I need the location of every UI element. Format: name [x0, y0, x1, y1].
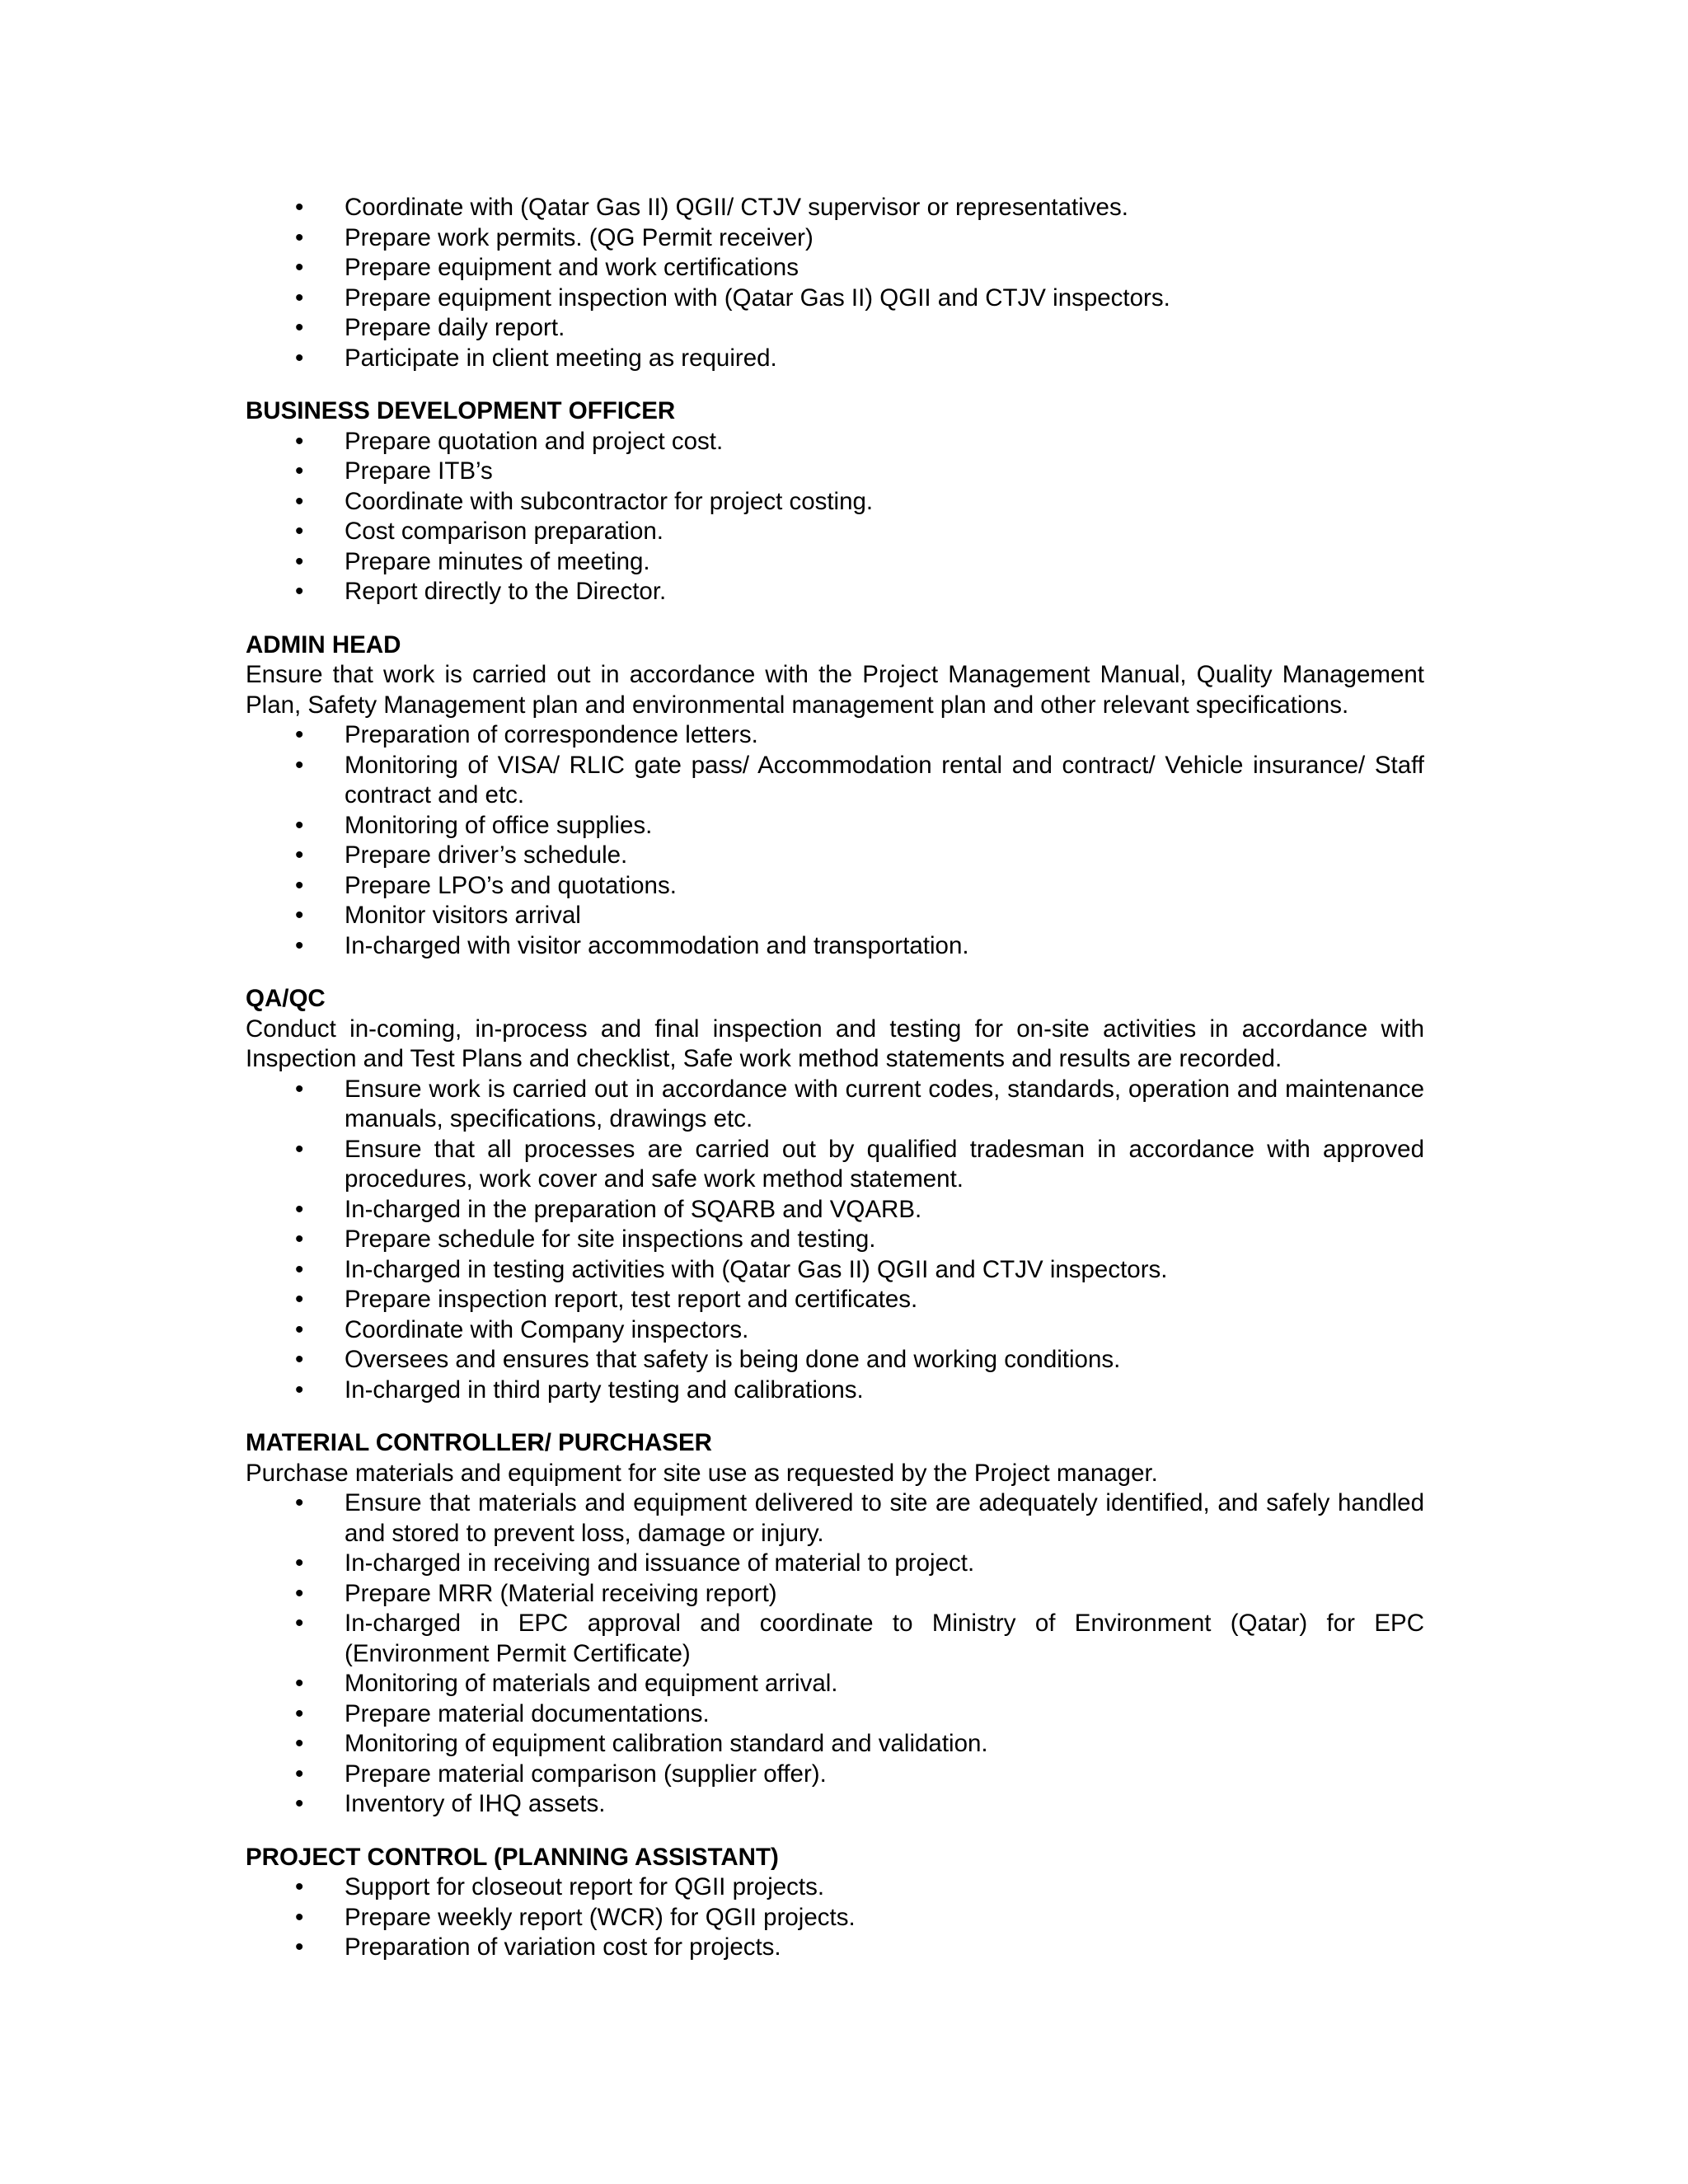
bullet-text: Prepare work permits. (QG Permit receiver)	[345, 223, 814, 251]
bullet-text: Monitoring of equipment calibration standard and validation.	[345, 1730, 988, 1757]
bullet-text: Coordinate with subcontractor for project costing.	[345, 487, 874, 515]
bullet-icon: •	[295, 841, 304, 869]
bullet-text: Prepare equipment and work certifications	[345, 254, 799, 281]
bullet-text: Prepare minutes of meeting.	[345, 547, 650, 575]
bullet-item	[246, 1872, 1424, 1903]
section-heading: QA/QC	[246, 985, 326, 1012]
bullet-text: Ensure that materials and equipment delivered to site are adequately identified, and safely handled and stored to prevent loss, damage or injury.	[345, 1489, 1424, 1547]
section	[246, 1428, 1424, 1820]
bullet-item	[246, 1135, 1424, 1195]
bullet-item	[246, 1549, 1424, 1579]
section-bullet-list	[246, 427, 1424, 607]
section-intro: Ensure that work is carried out in accordance with the Project Management Manual, Quality Management Plan, Safety Management plan and environmental management plan and other relevant specifications.	[246, 661, 1424, 719]
section	[246, 1843, 1424, 1963]
bullet-text: Support for closeout report for QGII projects.	[345, 1873, 825, 1900]
bullet-icon: •	[295, 344, 304, 372]
bullet-item	[246, 1315, 1424, 1346]
bullet-item	[246, 1345, 1424, 1376]
section-bullet-list	[246, 1075, 1424, 1406]
bullet-item	[246, 1903, 1424, 1933]
bullet-icon: •	[295, 254, 304, 281]
bullet-text: In-charged in EPC approval and coordinate to Ministry of Environment (Qatar) for EPC (Environment Permit Certificate)	[345, 1610, 1424, 1667]
bullet-item	[246, 487, 1424, 518]
bullet-text: Monitoring of office supplies.	[345, 811, 653, 839]
bullet-text: In-charged with visitor accommodation and transportation.	[345, 931, 969, 959]
bullet-item	[246, 1579, 1424, 1610]
bullet-icon: •	[295, 1730, 304, 1757]
bullet-icon: •	[295, 1760, 304, 1788]
bullet-icon: •	[295, 1579, 304, 1607]
bullet-item	[246, 1488, 1424, 1549]
bullet-text: In-charged in third party testing and calibrations.	[345, 1376, 864, 1404]
bullet-text: Prepare daily report.	[345, 314, 565, 341]
bullet-icon: •	[295, 223, 304, 251]
bullet-item	[246, 871, 1424, 902]
top-bullet-list	[246, 193, 1424, 373]
bullet-item	[246, 517, 1424, 547]
bullet-item	[246, 1075, 1424, 1135]
bullet-text: In-charged in receiving and issuance of material to project.	[345, 1549, 975, 1577]
bullet-item	[246, 313, 1424, 344]
bullet-item	[246, 1225, 1424, 1255]
bullet-icon: •	[295, 1346, 304, 1373]
bullet-icon: •	[295, 931, 304, 959]
bullet-item	[246, 1729, 1424, 1760]
bullet-item	[246, 193, 1424, 223]
bullet-icon: •	[295, 457, 304, 485]
bullet-text: Oversees and ensures that safety is being done and working conditions.	[345, 1346, 1121, 1373]
bullet-icon: •	[295, 1699, 304, 1727]
bullet-icon: •	[295, 1226, 304, 1253]
bullet-icon: •	[295, 1549, 304, 1577]
section	[246, 984, 1424, 1405]
sections-container	[246, 396, 1424, 1963]
bullet-item	[246, 1285, 1424, 1315]
bullet-icon: •	[295, 871, 304, 899]
bullet-icon: •	[295, 427, 304, 455]
bullet-icon: •	[295, 194, 304, 221]
bullet-item	[246, 457, 1424, 487]
bullet-item	[246, 1669, 1424, 1699]
bullet-icon: •	[295, 1195, 304, 1223]
bullet-item	[246, 577, 1424, 607]
bullet-item	[246, 811, 1424, 841]
bullet-text: Prepare material documentations.	[345, 1699, 710, 1727]
bullet-icon: •	[295, 902, 304, 929]
bullet-item	[246, 751, 1424, 811]
section	[246, 396, 1424, 607]
bullet-text: Ensure that all processes are carried out by qualified tradesman in accordance with approved procedures, work cover and safe work method statement.	[345, 1135, 1424, 1193]
bullet-item	[246, 223, 1424, 254]
bullet-icon: •	[295, 811, 304, 839]
bullet-item	[246, 1933, 1424, 1963]
bullet-text: Prepare weekly report (WCR) for QGII projects.	[345, 1903, 856, 1931]
section-intro: Conduct in-coming, in-process and final inspection and testing for on-site activities in accordance with Inspection and Test Plans and checklist, Safe work method statements and results are recorded.	[246, 1015, 1424, 1072]
section-bullet-list	[246, 1488, 1424, 1820]
bullet-text: Prepare schedule for site inspections and testing.	[345, 1226, 876, 1253]
bullet-text: Prepare LPO’s and quotations.	[345, 871, 677, 899]
bullet-text: Monitor visitors arrival	[345, 902, 581, 929]
bullet-icon: •	[295, 578, 304, 605]
bullet-item	[246, 1195, 1424, 1226]
bullet-text: Ensure work is carried out in accordance with current codes, standards, operation and maintenance manuals, specifications, drawings etc.	[345, 1075, 1424, 1132]
bullet-text: Inventory of IHQ assets.	[345, 1790, 606, 1817]
bullet-text: In-charged in the preparation of SQARB and VQARB.	[345, 1195, 922, 1223]
bullet-icon: •	[295, 721, 304, 748]
bullet-item	[246, 1699, 1424, 1730]
bullet-item	[246, 344, 1424, 374]
bullet-item	[246, 1789, 1424, 1820]
bullet-icon: •	[295, 1933, 304, 1961]
bullet-text: Prepare ITB’s	[345, 457, 493, 485]
section-bullet-list	[246, 720, 1424, 961]
bullet-icon: •	[295, 1255, 304, 1283]
bullet-icon: •	[295, 1903, 304, 1931]
bullet-icon: •	[295, 1075, 304, 1103]
bullet-text: Participate in client meeting as required.	[345, 344, 777, 372]
section-heading: MATERIAL CONTROLLER/ PURCHASER	[246, 1429, 712, 1456]
section-heading: PROJECT CONTROL (PLANNING ASSISTANT)	[246, 1843, 779, 1871]
bullet-text: Preparation of variation cost for projects.	[345, 1933, 781, 1961]
bullet-text: Coordinate with Company inspectors.	[345, 1315, 749, 1343]
bullet-item	[246, 1255, 1424, 1286]
bullet-icon: •	[295, 518, 304, 545]
bullet-icon: •	[295, 1670, 304, 1697]
bullet-text: Prepare material comparison (supplier offer).	[345, 1760, 827, 1788]
section	[246, 630, 1424, 962]
bullet-item	[246, 720, 1424, 751]
bullet-text: Report directly to the Director.	[345, 578, 667, 605]
bullet-text: Prepare driver’s schedule.	[345, 841, 628, 869]
bullet-icon: •	[295, 547, 304, 575]
bullet-item	[246, 841, 1424, 871]
section-heading: BUSINESS DEVELOPMENT OFFICER	[246, 397, 676, 424]
bullet-icon: •	[295, 1135, 304, 1163]
bullet-text: Coordinate with (Qatar Gas II) QGII/ CTJV supervisor or representatives.	[345, 194, 1128, 221]
bullet-icon: •	[295, 1790, 304, 1817]
bullet-icon: •	[295, 1315, 304, 1343]
bullet-text: Prepare quotation and project cost.	[345, 427, 724, 455]
bullet-text: Preparation of correspondence letters.	[345, 721, 758, 748]
bullet-icon: •	[295, 1286, 304, 1313]
bullet-item	[246, 547, 1424, 578]
bullet-item	[246, 1609, 1424, 1669]
bullet-item	[246, 901, 1424, 931]
section-heading: ADMIN HEAD	[246, 630, 401, 658]
bullet-item	[246, 931, 1424, 962]
bullet-text: Prepare equipment inspection with (Qatar Gas II) QGII and CTJV inspectors.	[345, 284, 1170, 312]
bullet-text: Monitoring of materials and equipment arrival.	[345, 1670, 838, 1697]
bullet-item	[246, 1376, 1424, 1406]
section-intro: Purchase materials and equipment for site use as requested by the Project manager.	[246, 1459, 1158, 1487]
bullet-item	[246, 1760, 1424, 1790]
bullet-icon: •	[295, 284, 304, 312]
bullet-icon: •	[295, 751, 304, 779]
bullet-text: Prepare MRR (Material receiving report)	[345, 1579, 777, 1607]
section-bullet-list	[246, 1872, 1424, 1963]
bullet-text: In-charged in testing activities with (Qatar Gas II) QGII and CTJV inspectors.	[345, 1255, 1168, 1283]
bullet-icon: •	[295, 1376, 304, 1404]
bullet-item	[246, 253, 1424, 284]
bullet-item	[246, 427, 1424, 457]
bullet-icon: •	[295, 487, 304, 515]
bullet-icon: •	[295, 1873, 304, 1900]
bullet-icon: •	[295, 314, 304, 341]
bullet-icon: •	[295, 1489, 304, 1516]
bullet-text: Cost comparison preparation.	[345, 518, 663, 545]
bullet-text: Prepare inspection report, test report and certificates.	[345, 1286, 918, 1313]
document-page	[246, 193, 1424, 1963]
bullet-item	[246, 284, 1424, 314]
bullet-icon: •	[295, 1610, 304, 1637]
bullet-text: Monitoring of VISA/ RLIC gate pass/ Accommodation rental and contract/ Vehicle insurance/ Staff contract and etc.	[345, 751, 1424, 808]
